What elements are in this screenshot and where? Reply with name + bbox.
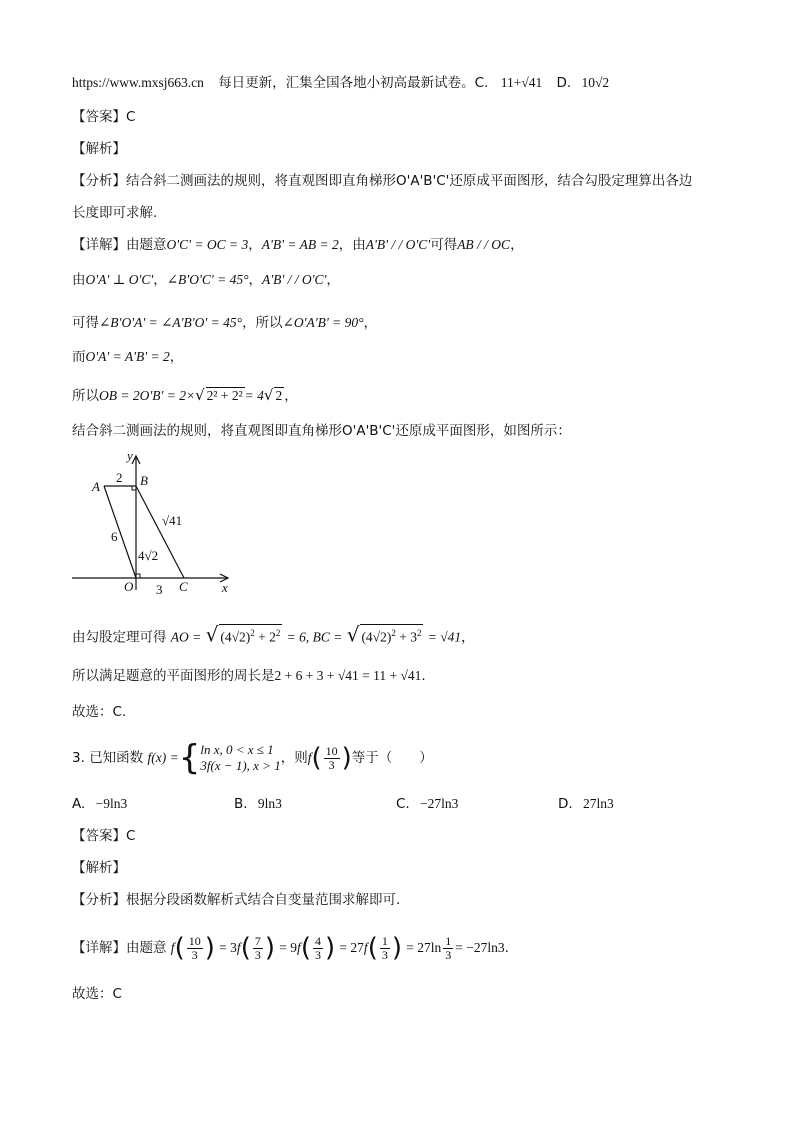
formula: OB = 2O'B' = 2× bbox=[99, 388, 196, 403]
text: ， bbox=[248, 272, 262, 288]
q2-detail-8 bbox=[72, 666, 426, 686]
denominator: 3 bbox=[254, 947, 261, 962]
answer-tag: 【答案】 bbox=[72, 828, 126, 844]
case-1: ln x, 0 < x ≤ 1 bbox=[200, 742, 274, 757]
geometry-figure bbox=[70, 450, 240, 600]
formula: ∠O'A'B' = 90° bbox=[282, 315, 364, 330]
fraction bbox=[380, 935, 390, 962]
numerator: 4 bbox=[314, 933, 321, 948]
formula: A'B' = AB = 2 bbox=[261, 237, 339, 252]
label-o: O bbox=[124, 579, 134, 594]
q2-choose: 故选：C. bbox=[72, 704, 127, 720]
label-a: A bbox=[92, 479, 100, 494]
formula: 2 + 6 + 3 + √41 = 11 + √41 bbox=[274, 668, 422, 683]
q3-options bbox=[72, 794, 712, 814]
text: 而 bbox=[72, 349, 86, 365]
formula: f bbox=[236, 940, 241, 955]
denominator: 3 bbox=[314, 947, 321, 962]
text: ， bbox=[461, 629, 475, 646]
formula: ∠B'O'A' = ∠A'B'O' = 45° bbox=[99, 315, 243, 330]
formula: = 6, BC = bbox=[286, 629, 343, 645]
radicand: 2² + 2² bbox=[206, 388, 243, 403]
length-oc: 3 bbox=[156, 582, 163, 597]
fraction bbox=[313, 935, 323, 962]
right-angle-b bbox=[132, 486, 136, 490]
formula: O'A' = A'B' = 2 bbox=[85, 349, 170, 364]
q3-analysis bbox=[72, 890, 400, 910]
numerator: 1 bbox=[381, 933, 388, 948]
q3-answer bbox=[72, 826, 135, 846]
option-c[interactable] bbox=[396, 794, 458, 814]
formula: A'B' / / O'C' bbox=[261, 272, 327, 287]
f-symbol: f bbox=[307, 750, 312, 765]
analysis-tag: 【分析】 bbox=[72, 892, 126, 908]
option-label: A. bbox=[72, 796, 86, 812]
q3-explain-tag: 【解析】 bbox=[72, 860, 126, 876]
paren: ( bbox=[300, 933, 311, 963]
segment-ao bbox=[104, 486, 136, 578]
formula: O'C' = OC = 3 bbox=[166, 237, 249, 252]
option-text: 9ln3 bbox=[257, 796, 282, 811]
numerator: 10 bbox=[188, 933, 201, 948]
fraction bbox=[187, 935, 203, 962]
label-x: x bbox=[222, 580, 228, 595]
option-label: B. bbox=[234, 796, 248, 812]
text: 由 bbox=[72, 272, 86, 288]
analysis-text: 根据分段函数解析式结合自变量范围求解即可. bbox=[126, 892, 401, 908]
paren: ) bbox=[204, 933, 215, 963]
q3-detail: 【详解】由题意 f( $\frac{10}{3}$ ) = 3f( $\frac{7}{3}$ ) = 9f( $\frac{4}{3}$ ) = 27f( $\frac{1}{3}$ ) = 27ln $\frac{1}{3}$ = −27ln3. bbox=[72, 933, 509, 963]
numerator: 1 bbox=[445, 933, 452, 948]
analysis-text: 结合斜二测画法的规则，将直观图即直角梯形O'A'B'C'还原成平面图形，结合勾股定理算出各边 bbox=[126, 173, 693, 189]
text: ， bbox=[326, 272, 340, 288]
formula: AO = bbox=[170, 629, 202, 645]
detail-tag: 【详解】 bbox=[72, 940, 126, 956]
sqrt-sign: √ bbox=[263, 386, 274, 404]
q2-detail-6: 结合斜二测画法的规则，将直观图即直角梯形O'A'B'C'还原成平面图形，如图所示： bbox=[72, 423, 571, 439]
q2-detail-1 bbox=[72, 235, 524, 255]
option-c-value: 11+√41 bbox=[500, 75, 543, 90]
formula: = 27 bbox=[339, 940, 364, 955]
text: 由勾股定理可得 bbox=[72, 629, 167, 646]
option-d-value: 10√2 bbox=[581, 75, 610, 90]
length-ab: 2 bbox=[116, 470, 123, 485]
text: ， bbox=[248, 237, 262, 253]
piecewise-cases bbox=[200, 742, 280, 774]
text: 所以满足题意的平面图形的周长是 bbox=[72, 668, 275, 684]
sqrt-sign: √ bbox=[346, 622, 360, 647]
paren: ) bbox=[324, 933, 336, 963]
option-label: D. bbox=[558, 796, 573, 812]
header-line bbox=[72, 73, 609, 93]
formula: = −27ln3 bbox=[455, 940, 505, 955]
formula: = √41 bbox=[427, 629, 462, 645]
formula: f bbox=[297, 940, 301, 955]
formula: = 4 bbox=[244, 388, 264, 403]
case-2: 3f(x − 1), x > 1 bbox=[200, 758, 281, 773]
formula: f bbox=[170, 940, 175, 955]
text: ， bbox=[284, 388, 298, 404]
question-number: 3. bbox=[72, 750, 85, 766]
q2-detail-2 bbox=[72, 270, 340, 290]
option-label: C. bbox=[396, 796, 410, 812]
label-b: B bbox=[140, 473, 148, 488]
text: . bbox=[421, 668, 426, 684]
numerator: 7 bbox=[254, 933, 261, 948]
function-def: f(x) = bbox=[147, 750, 179, 765]
denominator: 3 bbox=[191, 947, 198, 962]
sqrt-sign: √ bbox=[205, 622, 219, 647]
text: ， bbox=[169, 349, 184, 365]
radicand: 2 bbox=[275, 388, 283, 403]
text: 由题意 bbox=[126, 940, 167, 956]
formula: ∠B'O'C' = 45° bbox=[166, 272, 249, 287]
site-slogan: 每日更新，汇集全国各地小初高最新试卷。C. bbox=[218, 75, 489, 91]
formula: = 3 bbox=[219, 940, 237, 955]
text: ，由 bbox=[338, 237, 366, 253]
length-bc: √41 bbox=[162, 513, 183, 528]
formula: A'B' / / O'C' bbox=[365, 237, 431, 252]
text: ，则 bbox=[280, 750, 308, 766]
q3-choose: 故选：C bbox=[72, 986, 122, 1002]
q2-analysis bbox=[72, 171, 692, 191]
formula: O'A' ⊥ O'C' bbox=[85, 272, 154, 287]
sqrt-sign: √ bbox=[195, 386, 205, 404]
radicand: $(4√2)^2 + 2^2$ bbox=[219, 624, 282, 646]
length-ob: 4√2 bbox=[138, 548, 159, 563]
radicand: $(4√2)^2 + 3^2$ bbox=[360, 624, 423, 646]
q2-answer bbox=[72, 107, 135, 127]
numerator: 10 bbox=[325, 743, 338, 758]
fraction bbox=[324, 745, 340, 772]
option-b[interactable] bbox=[234, 794, 282, 814]
q2-detail-7 bbox=[72, 624, 475, 648]
q2-detail-4 bbox=[72, 347, 183, 367]
answer-value: C bbox=[126, 828, 136, 844]
label-c: C bbox=[179, 579, 188, 594]
label-y: y bbox=[127, 450, 133, 463]
option-d[interactable] bbox=[558, 794, 614, 814]
denominator: 3 bbox=[381, 947, 388, 962]
q3-stem bbox=[72, 740, 433, 776]
formula: f bbox=[363, 940, 368, 955]
site-url[interactable]: https://www.mxsj663.cn bbox=[72, 75, 204, 90]
option-d-label: D. bbox=[556, 75, 572, 91]
text: ， bbox=[153, 272, 167, 288]
paren: ) bbox=[341, 743, 352, 773]
paren: ( bbox=[240, 933, 251, 963]
answer-tag: 【答案】 bbox=[72, 109, 126, 125]
paren: ) bbox=[264, 933, 275, 963]
text: ， bbox=[363, 315, 378, 331]
text: 可得 bbox=[430, 237, 458, 253]
paren: ( bbox=[367, 933, 378, 963]
q2-analysis-cont: 长度即可求解. bbox=[72, 205, 158, 221]
paren: ( bbox=[311, 743, 322, 773]
q2-detail-3 bbox=[72, 313, 377, 333]
text: 所以 bbox=[72, 388, 99, 404]
option-text: 27ln3 bbox=[582, 796, 614, 811]
formula: = 9 bbox=[279, 940, 298, 955]
length-ao: 6 bbox=[111, 529, 118, 544]
option-text: −27ln3 bbox=[420, 796, 459, 811]
brace: { bbox=[178, 738, 201, 778]
fraction bbox=[443, 935, 453, 962]
text: ，所以 bbox=[242, 315, 283, 331]
option-text: −9ln3 bbox=[95, 796, 128, 811]
q2-explain-tag: 【解析】 bbox=[72, 141, 126, 157]
q2-detail-5 bbox=[72, 385, 298, 406]
paren: ( bbox=[174, 933, 185, 963]
fraction bbox=[253, 935, 263, 962]
formula: AB / / OC bbox=[457, 237, 511, 252]
formula: = 27ln bbox=[406, 940, 442, 955]
detail-tag: 【详解】 bbox=[72, 237, 126, 253]
text: 由题意 bbox=[126, 237, 167, 253]
option-a[interactable] bbox=[72, 794, 127, 814]
text: 可得 bbox=[72, 315, 99, 331]
segment-bc bbox=[136, 486, 184, 578]
analysis-tag: 【分析】 bbox=[72, 173, 126, 189]
text: 等于（ ） bbox=[351, 750, 433, 766]
paren: ) bbox=[391, 933, 402, 963]
denominator: 3 bbox=[328, 757, 335, 772]
text: 已知函数 bbox=[89, 750, 144, 766]
text: ， bbox=[510, 237, 524, 253]
answer-value: C bbox=[126, 109, 136, 125]
denominator: 3 bbox=[445, 947, 452, 962]
